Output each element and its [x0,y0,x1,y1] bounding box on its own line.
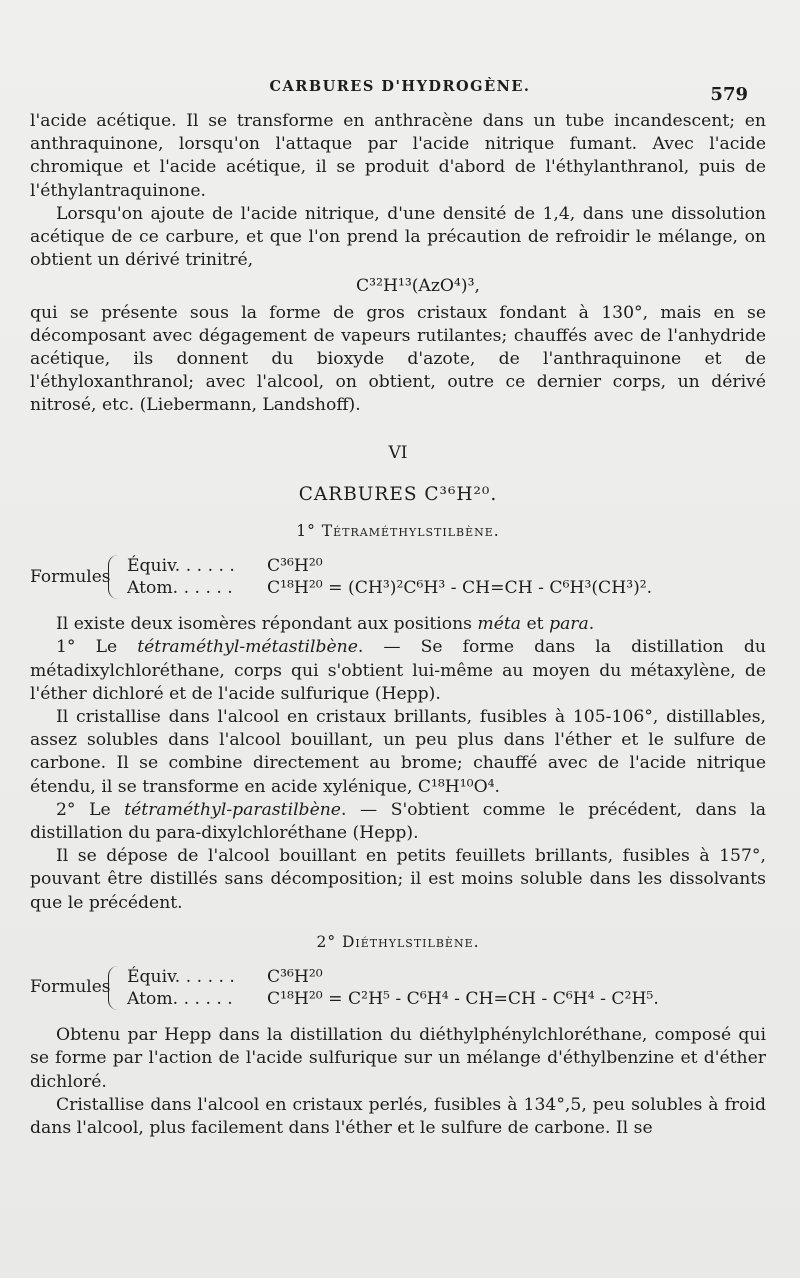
subsection-title-2: 2° Diéthylstilbène. [316,932,480,951]
formulas-block-1 [30,555,766,599]
paragraph-crystallization-2: Il se dépose de l'alcool bouillant en petits feuillets brillants, fusibles à 157°, pouvant être distillés sans décomposition; il est moins soluble dans les dissolvants que le précédent. [30,846,766,913]
page-number: 579 [710,84,748,105]
paragraph-continuation: l'acide acétique. Il se transforme en anthracène dans un tube incandescent; en anthraquinone, lorsqu'on l'attaque par l'acide nitrique fumant. Avec l'acide chromique et l'acide acétique, il se produit d'abord de l'éthylanthranol, puis de l'éthylantraquinone. [30,111,766,201]
paragraph-crystallization-3: Cristallise dans l'alcool en cristaux perlés, fusibles à 134°,5, peu solubles à froid dans l'alcool, plus facilement dans l'éther et le sulfure de carbone. Il se [30,1094,766,1138]
formula-equiv-value: C³⁶H²⁰ [267,967,323,988]
compound-name-para: tétraméthyl-parastilbène [124,799,341,820]
text-fragment: . [588,614,595,635]
paragraph-nitric-acid: Lorsqu'on ajoute de l'acide nitrique, d'une densité de 1,4, dans une dissolution acétique de ce carbure, et que l'on prend la précaution de refroidir le mélange, on obtient un dérivé trinitré, [30,203,766,271]
formulas-rows [127,555,652,599]
formula-row-atom [127,577,652,599]
page-header [0,78,800,105]
text-fragment: 2° Le [56,799,125,820]
formula-row-atom [127,988,659,1010]
formula-atom-label: Atom. . . . . . [127,989,233,1010]
term-meta: méta [477,614,522,635]
formula-trinitre: C³²H¹³(AzO⁴)³, [356,276,480,297]
section-title: CARBURES C³⁶H²⁰. [298,483,498,505]
term-para: para [549,614,589,635]
formulas-label: Formules [30,566,111,587]
formulas-label: Formules [30,977,111,998]
paragraph-metastilbene [30,636,766,706]
formula-equiv-label: Équiv. . . . . . [127,967,235,988]
text-fragment: et [521,614,550,635]
formula-atom-label: Atom. . . . . . [127,578,233,599]
compound-name-meta: tétraméthyl-métastilbène [137,637,358,658]
formula-equiv-value: C³⁶H²⁰ [267,556,323,577]
running-title: CARBURES D'HYDROGÈNE. [269,78,531,95]
paragraph-hepp: Obtenu par Hepp dans la distillation du diéthylphénylchloréthane, composé qui se forme par l'action de l'acide sulfurique sur un mélange d'éthylbenzine et d'éther dichloré. [30,1025,766,1092]
text-fragment: Il existe deux isomères répondant aux positions [56,614,478,635]
text-fragment: . — Se forme dans la distillation du métadixylchloréthane, corps qui s'obtient lui-même au moyen du métaxylène, de l'éther dichloré et de l'acide sulfurique (Hepp). [30,637,766,704]
page-body [30,110,766,1140]
text-fragment: . — S'obtient comme le précédent, dans la distillation du para-dixylchloréthane (Hepp). [30,799,766,844]
formula-equiv-label: Équiv. . . . . . [127,556,235,577]
formula-atom-value: C¹⁸H²⁰ = (CH³)²C⁶H³ - CH=CH - C⁶H³(CH³)². [267,578,653,599]
formula-atom-value: C¹⁸H²⁰ = C²H⁵ - C⁶H⁴ - CH=CH - C⁶H⁴ - C²H⁵. [267,989,659,1010]
formulas-rows [127,966,659,1010]
brace-icon [108,966,121,1010]
formulas-block-2 [30,966,766,1010]
formula-row-equiv [127,966,659,988]
subsection-title-1: 1° Tétraméthylstilbène. [296,522,500,541]
paragraph-isomers [30,613,766,636]
paragraph-crystallization-1: Il cristallise dans l'alcool en cristaux brillants, fusibles à 105-106°, distillables, assez solubles dans l'alcool bouillant, un peu plus dans l'éther et le sulfure de carbone. Il se combine directement au brome; chauffé avec de l'acide nitrique étendu, il se transforme en acide xylénique, C¹⁸H¹⁰O⁴. [30,707,766,797]
brace-icon [108,555,121,599]
text-fragment: 1° Le [56,637,138,658]
formula-row-equiv [127,555,652,577]
paragraph-crystals: qui se présente sous la forme de gros cristaux fondant à 130°, mais en se décomposant avec dégagement de vapeurs rutilantes; chauffés avec de l'anhydride acétique, ils donnent du bioxyde d'azote, de l'anthraquinone et de l'éthyloxanthranol; avec l'alcool, on obtient, outre ce dernier corps, un dérivé nitrosé, etc. (Liebermann, Landshoff). [30,302,766,416]
paragraph-parastilbene [30,799,766,845]
section-number: VI [388,442,408,463]
